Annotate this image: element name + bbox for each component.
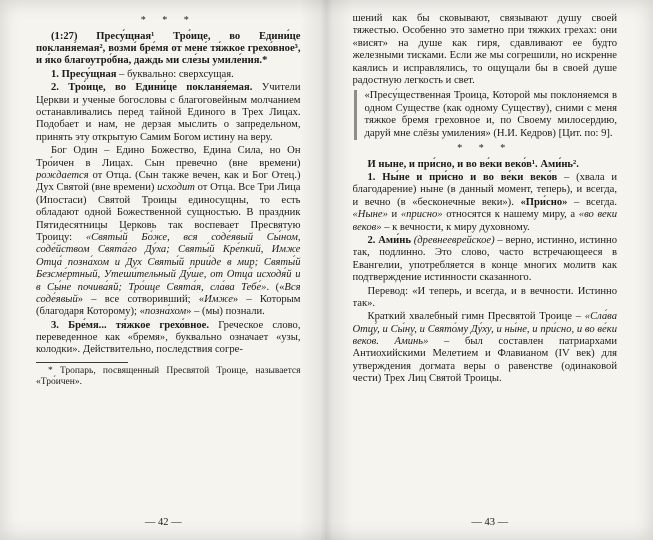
text-run: 3. Бре́мя... тя́жкое грехо́вное. (51, 319, 210, 331)
text-run: 2. Тро́ице, во Едини́це покланя́емая. (51, 82, 253, 94)
paragraph (353, 172, 618, 234)
page-left-content (36, 13, 301, 506)
page-right-content (353, 13, 618, 506)
page-right (327, 0, 653, 540)
text-run: Перевод: «И теперь, и всегда, и в вечности. Истинно так». (352, 285, 617, 309)
paragraph (353, 13, 618, 87)
footnote-text (36, 366, 301, 388)
text-run: «При́сно» (520, 196, 568, 208)
text-run: «присно» (400, 209, 443, 221)
text-run: Вся соде́явый (36, 281, 301, 305)
text-run: «Сла́ва Отцу́, и Сы́ну, и Свято́му Ду́ху, и ны́не, и при́сно, и во ве́ки веко́в. Ами́нь» (352, 311, 617, 348)
text-run: (древнееврейское) (410, 234, 495, 246)
text-run: «Святы́й Бо́же, вся соде́явый Сы́ном, соде́йством Свята́го Ду́ха; Святы́й Кре́пкий, Имже Отца́ позна́хом и Дух Святы́й прии́де в мир; Святы́й Безсме́ртный, Утеши́тельный Ду́ше, от Отца́ исходя́й и в Сы́не почива́яй; Тро́ице Свята́я, сла́ва Тебе́» (36, 231, 301, 293)
text-run: и (387, 209, 401, 221)
text-run: «во веки веков» (352, 209, 617, 233)
text-run: – верно, истинно, истинно так, подлинно. Это слово, часто встречающееся в Евангелии, употребляется в конце многих молитв как подтверждение истинности сказанного. (352, 234, 617, 284)
text-run: от Отца. Все Три Лица (Ипостаси) Святой Троицы единосущны, то есть обладают одной Божественной сущностью. В праздник Пятидесятницы Церковь так воспевает Пресвятую Троицу: (36, 182, 301, 243)
text-run: 1. Ны́не и при́сно и во ве́ки веко́в (367, 171, 558, 183)
text-run: » – (мы) познали. (186, 306, 265, 318)
text-run: Греческое слово, переведенное как «бремя», буквально означает «узы, колодки». Действительно, последствия согре- (36, 319, 301, 356)
paragraph (353, 286, 618, 311)
text-run: рождается (36, 169, 89, 181)
text-run: Учители Церкви и ученые богословы с благоговейным молчанием останавливались перед тайной Единого в Трех Лицах. Подобает и нам, не дерзая мыслить о запредельном, принять эту открытую Самим Богом истину на веру. (36, 82, 301, 143)
text-run: от Отца. (Сын также вечен, как и Бог Отец.) Дух Святой (вне времени) (36, 169, 301, 194)
page-number-left: — 42 — (144, 517, 182, 528)
text-run: – был составлен патриархами Антиохийскими Мелетием и Флавианом (IV век) для утверждения догмата веры о равенстве (одинаковой чести) Трех Лиц Святой Троицы. (352, 336, 617, 385)
text-run: * Тропарь, посвященный Пресвятой Троице, называется «Тро́ичен». (36, 365, 301, 388)
paragraph (36, 145, 301, 318)
text-run: Имже (204, 293, 233, 305)
block-quote (354, 90, 618, 140)
text-run: » – все сотворивший; « (77, 293, 205, 305)
text-run: (1:27) Пресу́щная¹ Тро́ице, во Едини́це покланя́емая², возми́ бре́мя от мене́ тя́жкое грехо́вное³, и я́ко благоутро́бна, даждь ми сле́зы умиле́ния.* (36, 30, 301, 67)
text-run: относятся к нашему миру, а (442, 209, 579, 221)
text-run: исходит (157, 182, 195, 194)
text-run: позна́хом (144, 306, 187, 318)
section-divider-asterisks: * * * (140, 15, 196, 26)
footnote-rule (36, 362, 128, 363)
section-divider-asterisks: * * * (457, 142, 513, 154)
paragraph (36, 320, 301, 357)
text-run: «Пресу́щественная Троица, Которой мы поклоняемся в одном Существе (как одному Существу), сними с меня тяжкое бремя греховное и, по Своему милосердию, даруй мне слёзы умиления» (Н.И. Кедров) [Цит. по: 9]. (364, 90, 617, 139)
paragraph (36, 69, 301, 81)
text-run: – к вечности, к миру духовному. (381, 221, 530, 233)
text-run: – буквально: сверхсущая. (116, 68, 234, 80)
text-run: – всегда. (567, 196, 617, 208)
text-run: «Ныне» (352, 209, 388, 221)
text-run: » – Которым (благодаря Которому); « (36, 293, 301, 318)
paragraph (36, 31, 301, 68)
text-run: 2. Ами́нь (367, 234, 411, 246)
paragraph (36, 82, 301, 144)
text-run: И ныне, и при́сно, и во ве́ки веко́в¹. Ами́нь². (367, 158, 579, 170)
paragraph (353, 235, 618, 285)
text-run: Краткий хвалебный гимн Пресвятой Троице – (367, 311, 585, 323)
page-number-right: — 43 — (471, 517, 509, 528)
text-run: шений как бы сковывают, связывают душу своей тяжестью. Особенно это заметно при тяжких грехах: они «висят» на душе как гиря, сдавливают ее будто железными тисками. Если же мы согрешили, но искренне каялись и исправлялись, то ощущали бы в своей душе радостную легкость и свет. (352, 13, 617, 86)
text-run: 1. Пресу́щная (51, 68, 117, 80)
text-run: – (хвала и благодарение) ныне (в данный момент, теперь), и всегда, и вечно (в «бесконечные веки»). (352, 171, 617, 208)
text-run: Бог Один – Едино Божество, Едина Сила, но Он Тро́ичен в Лицах. Сын превечно (вне времени) (36, 145, 301, 169)
paragraph (353, 311, 618, 385)
text-run: . (« (266, 281, 285, 293)
paragraph (353, 159, 618, 171)
